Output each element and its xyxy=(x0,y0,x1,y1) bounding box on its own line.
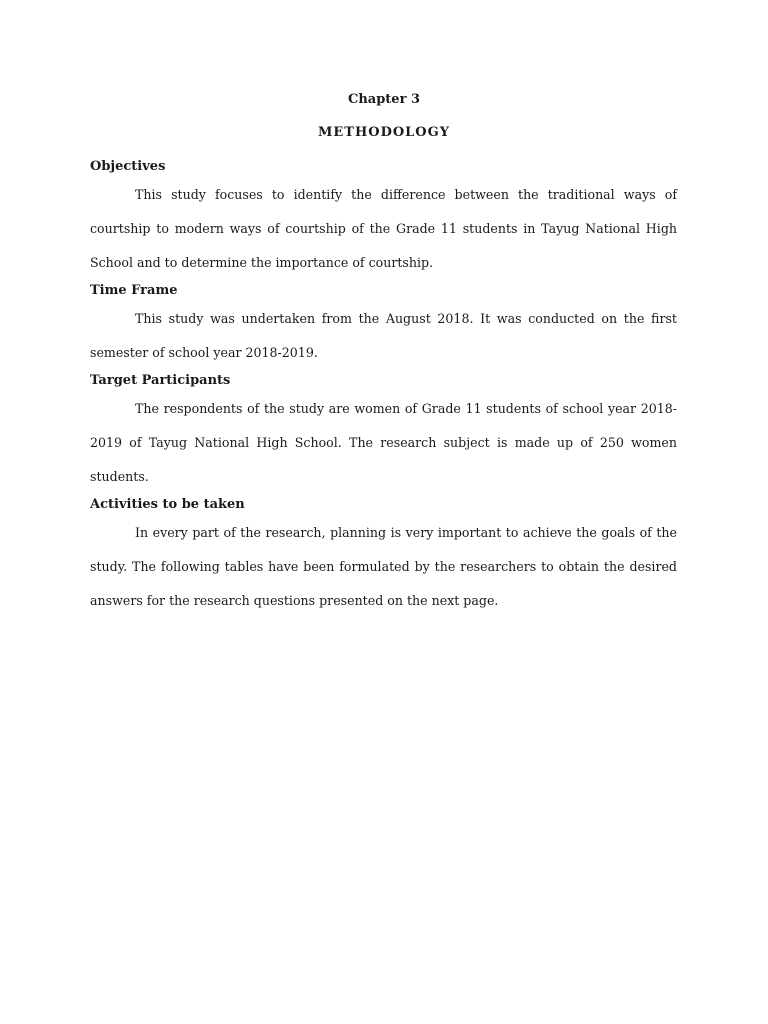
section-heading: Activities to be taken xyxy=(90,497,245,512)
section-heading: Objectives xyxy=(90,159,166,174)
section-time-frame xyxy=(90,280,677,370)
document-body xyxy=(90,156,677,618)
section-activities xyxy=(90,494,677,618)
section-paragraph: This study was undertaken from the August 2018. It was conducted on the first semester of school year 2018-2019. xyxy=(90,311,677,360)
section-target-participants xyxy=(90,370,677,494)
section-paragraph: The respondents of the study are women of Grade 11 students of school year 2018-2019 of Tayug National High School. The research subject is made up of 250 women students. xyxy=(90,401,677,484)
section-paragraph: In every part of the research, planning is very important to achieve the goals of the study. The following tables have been formulated by the researchers to obtain the desired answers for the research questions presented on the next page. xyxy=(90,525,677,608)
page-title: METHODOLOGY xyxy=(317,125,451,140)
section-heading: Target Participants xyxy=(90,373,231,388)
section-objectives xyxy=(90,156,677,280)
section-paragraph: This study focuses to identify the difference between the traditional ways of courtship to modern ways of courtship of the Grade 11 students in Tayug National High School and to determine the importance of courtship. xyxy=(90,187,677,270)
section-heading: Time Frame xyxy=(90,283,178,298)
chapter-label: Chapter 3 xyxy=(347,92,420,107)
